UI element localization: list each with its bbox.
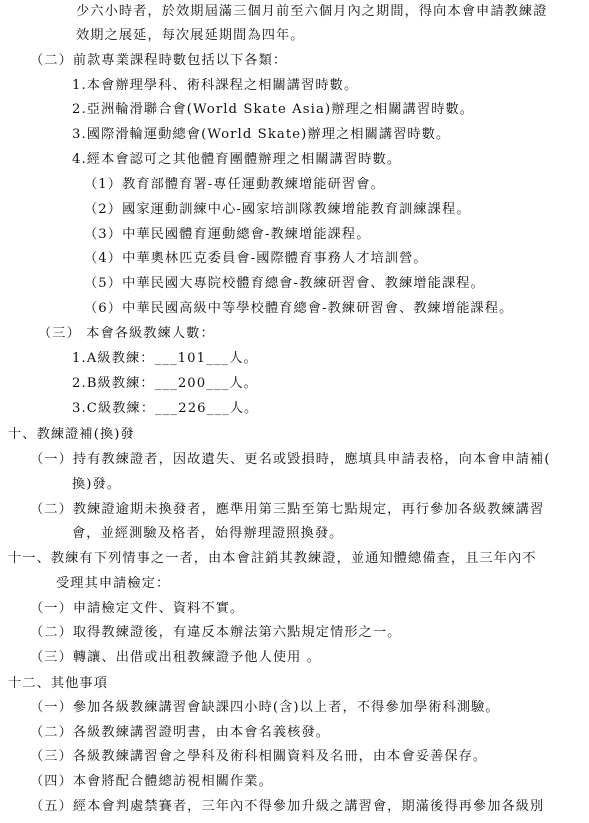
text-line: 會，並經測驗及格者，始得辦理證照換發。 [72,526,344,541]
coach-count-value: ___226___ [155,401,230,416]
list-item: 4.經本會認可之其他體育團體辦理之相關講習時數。 [72,152,402,167]
sub-list-item: （5）中華民國大專院校體育總會-教練研習會、教練增能課程。 [84,276,485,291]
coach-count-unit: 人。 [229,376,258,391]
sub-list-item: （4）中華奧林匹克委員會-國際體育事務人才培訓營。 [84,251,428,266]
coach-count-unit: 人。 [229,401,259,416]
list-item: （三）各級教練講習會之學科及術科相關資料及名冊，由本會妥善保存。 [30,749,488,764]
sub-list-item: （6）中華民國高級中等學校體育總會-教練研習會、教練增能課程。 [84,301,514,316]
coach-count-label: 1.A級教練： [72,351,155,366]
chapter-heading: 十一、教練有下列情事之一者，由本會註銷其教練證，並通知體總備查，且三年內不 [8,551,537,566]
chapter-heading: 十、教練證補(換)發 [8,427,135,442]
list-item: （二）取得教練證後，有違反本辦法第六點規定情形之一。 [30,625,402,640]
list-item: （一）參加各級教練講習會缺課四小時(含)以上者，不得參加學術科測驗。 [30,700,500,715]
list-item: （五）經本會判處禁賽者，三年內不得參加升級之講習會，期滿後得再參加各級別 [30,799,545,814]
sub-list-item: （1）教育部體育署-專任運動教練增能研習會。 [84,177,385,192]
text-line: （二）教練證逾期未換發者，應準用第三點至第七點規定，再行參加各級教練講習 [30,502,545,517]
list-item: 2.亞洲輪滑聯合會(World Skate Asia)辦理之相關講習時數。 [72,102,475,117]
section-heading: （二）前款專業課程時數包括以下各類： [30,53,288,68]
text-line: 換)發。 [72,477,122,492]
list-item: 1.本會辦理學科、術科課程之相關講習時數。 [72,78,359,93]
text-line: （一）持有教練證者，因故遺失、更名或毀損時，應填具申請表格，向本會申請補( [30,452,551,467]
coach-count-label: 3.C級教練： [72,401,156,416]
text-line: 受理其申請檢定： [56,576,171,591]
text-line: 效期之展延，每次展延期間為四年。 [76,28,305,43]
coach-count-label: 2.B級教練： [72,376,155,391]
chapter-heading: 十二、其他事項 [8,676,109,691]
list-item: （一）申請檢定文件、資料不實。 [30,601,245,616]
coach-count-row-b [72,375,258,393]
section-heading: （三） 本會各級教練人數： [38,326,215,341]
list-item: （三）轉讓、出借或出租教練證予他人使用 。 [30,650,322,665]
coach-count-unit: 人。 [229,351,258,366]
sub-list-item: （2）國家運動訓練中心-國家培訓隊教練增能教育訓練課程。 [84,202,471,217]
coach-count-value: ___200___ [154,376,230,391]
list-item: 3.國際滑輪運動總會(World Skate)辦理之相關講習時數。 [72,127,451,142]
sub-list-item: （3）中華民國體育運動總會-教練增能課程。 [84,227,371,242]
text-line: 少六小時者，於效期屆滿三個月前至六個月內之期間，得向本會申請教練證 [76,4,548,19]
coach-count-value: ___101___ [154,351,230,366]
list-item: （二）各級教練講習證明書，由本會名義核發。 [30,725,331,740]
list-item: （四）本會將配合體總訪視相關作業。 [30,774,273,789]
coach-count-row-a [72,350,258,368]
coach-count-row-c [72,400,258,418]
